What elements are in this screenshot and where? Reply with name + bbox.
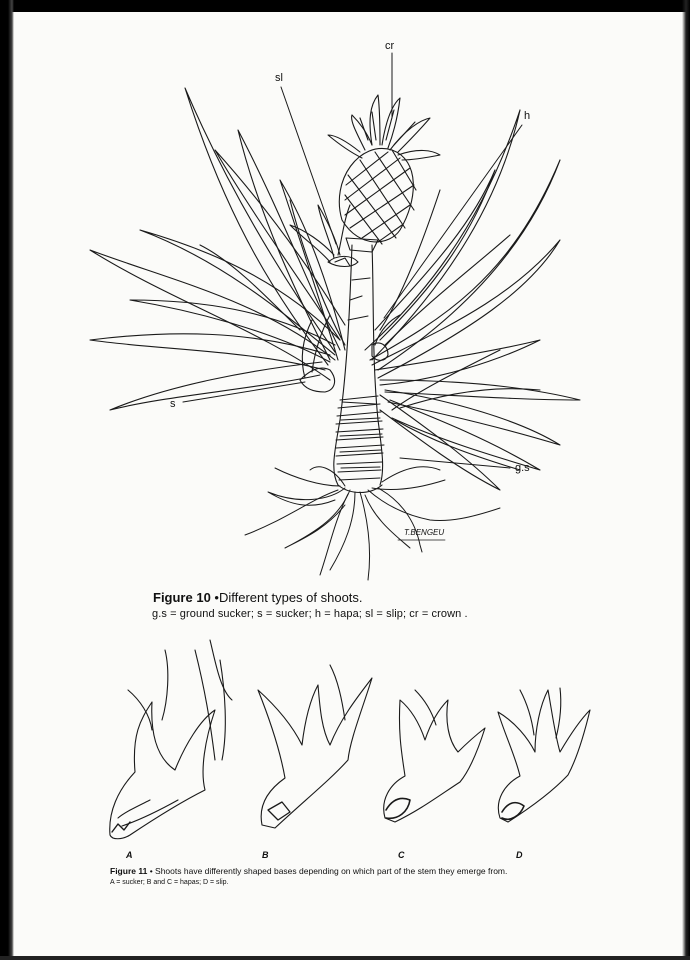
callout-crown: cr [385,40,395,52]
callout-sucker: s [170,398,176,410]
scan-edge-top [0,0,690,12]
panel-label-c: C [398,850,405,860]
figure-10-label: Figure 10 [153,590,211,605]
scan-edge-right [682,0,690,960]
callout-hapa: h [524,110,531,122]
callout-slip: sl [275,72,283,84]
panel-label-a: A [126,850,133,860]
figure-11-title: • Shoots have differently shaped bases depending on which part of the stem they emerge from. [149,866,508,876]
scan-edge-left [0,0,14,960]
figure-11-label: Figure 11 [110,866,148,876]
shoot-b-drawing [258,665,372,828]
shoot-c-drawing [384,690,485,822]
shoot-d-drawing [498,688,590,822]
pineapple-fruit [328,95,440,252]
shoot-a-drawing [110,640,232,839]
callout-ground-sucker: g.s [515,462,530,474]
artist-signature: T.BENGEU [404,528,445,537]
panel-label-b: B [262,850,269,860]
plant-leaves [90,88,580,490]
figure-11-caption [110,866,507,876]
hapa-shoot [372,315,400,360]
scan-edge-bottom [0,956,690,960]
plant-stem [334,245,384,493]
figure-10-caption [153,590,363,605]
figure-10-title: •Different types of shoots. [214,590,363,605]
figure-11-legend: A = sucker; B and C = hapas; D = slip. [110,879,229,886]
plant-roots [245,467,500,580]
panel-label-d: D [516,850,523,860]
figure-10-legend: g.s = ground sucker; s = sucker; h = hapa; sl = slip; cr = crown . [152,608,468,620]
